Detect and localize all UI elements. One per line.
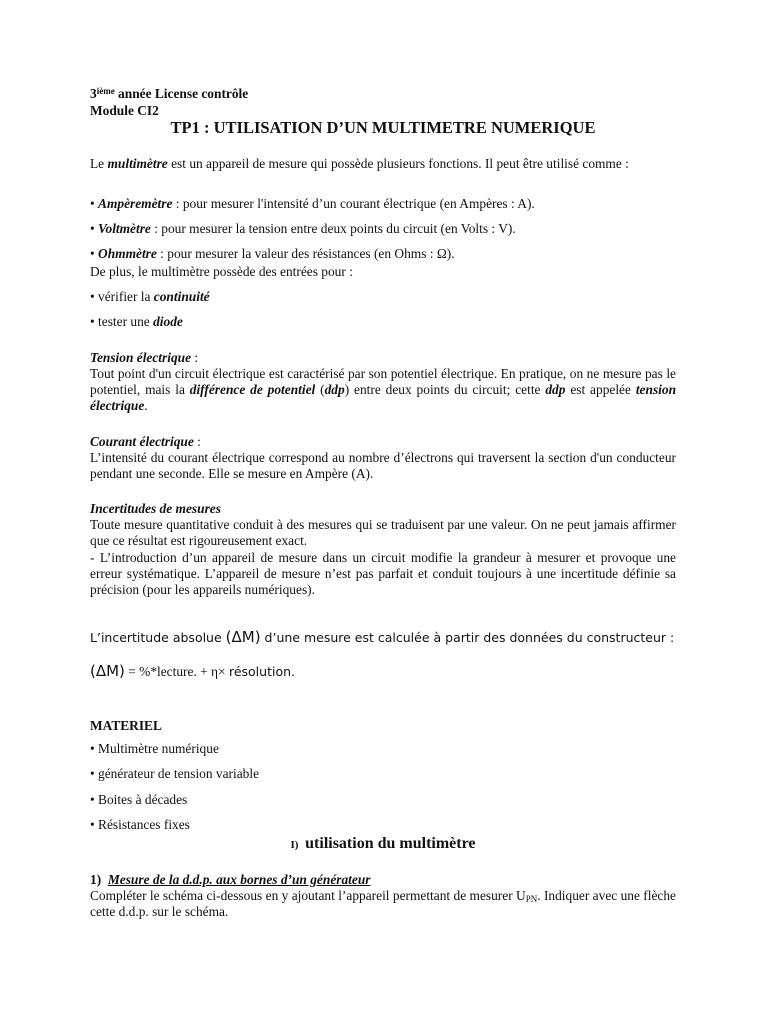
list-item-diode: • tester une diode	[90, 314, 183, 329]
list-item-voltmetre: • Voltmètre : pour mesurer la tension entre deux points du circuit (en Volts : V).	[90, 221, 516, 236]
materiel-item: • générateur de tension variable	[90, 766, 260, 781]
tension-paragraph: Tout point d'un circuit électrique est caractérisé par son potentiel électrique. En pratique, on ne mesure pas le potentiel, mais la différence de potentiel (ddp) entre deux points du circuit; cette ddp est appelée tension électrique.	[90, 366, 677, 413]
materiel-item: • Multimètre numérique	[90, 741, 219, 756]
list-item-ohmmetre: • Ohmmètre : pour mesurer la valeur des résistances (en Ohms : Ω).	[90, 246, 455, 261]
courant-heading: Courant électrique :	[90, 434, 201, 449]
page-title: TP1 : UTILISATION D’UN MULTIMETRE NUMERIQUE	[170, 118, 596, 137]
intro-paragraph: Le multimètre est un appareil de mesure qui possède plusieurs fonctions. Il peut être utilisé comme :	[90, 156, 629, 171]
subsection-heading: 1) Mesure de la d.d.p. aux bornes d’un générateur	[90, 872, 371, 887]
uncertainty-formula: (ΔM) = %*lecture. + η× résolution.	[90, 662, 295, 680]
absolute-uncertainty-line: L’incertitude absolue (ΔM) d’une mesure est calculée à partir des données du constructeur :	[90, 628, 675, 646]
year-line: 3ième année License contrôle	[90, 86, 249, 101]
list-item-continuite: • vérifier la continuité	[90, 289, 210, 304]
section-heading: I) utilisation du multimètre	[290, 835, 476, 852]
materiel-item: • Résistances fixes	[90, 817, 190, 832]
incertitudes-paragraph-1: Toute mesure quantitative conduit à des mesures qui se traduisent par une valeur. On ne peut jamais affirmer que ce résultat est rigoureusement exact.	[90, 517, 676, 548]
materiel-item: • Boites à décades	[90, 792, 188, 807]
courant-paragraph: L’intensité du courant électrique correspond au nombre d’électrons qui traversent la section d'un conducteur pendant une seconde. Elle se mesure en Ampère (A).	[90, 450, 676, 481]
list-item-amperemetre: • Ampèremètre : pour mesurer l'intensité d’un courant électrique (en Ampères : A).	[90, 196, 535, 211]
incertitudes-paragraph-2: - L’introduction d’un appareil de mesure dans un circuit modifie la grandeur à mesurer et provoque une erreur systématique. L’appareil de mesure n’est pas parfait et conduit toujours à une incertitude définie sa précision (pour les appareils numériques).	[90, 550, 676, 597]
module-line: Module CI2	[90, 103, 159, 118]
tension-heading: Tension électrique :	[90, 350, 199, 365]
materiel-heading: MATERIEL	[90, 718, 162, 733]
plus-line: De plus, le multimètre possède des entrées pour :	[90, 264, 353, 279]
subsection-paragraph: Compléter le schéma ci-dessous en y ajoutant l’appareil permettant de mesurer $U_{PN}$. Indiquer avec une flèche cette d.d.p. sur le schéma.	[90, 888, 676, 919]
incertitudes-heading: Incertitudes de mesures	[90, 501, 221, 516]
